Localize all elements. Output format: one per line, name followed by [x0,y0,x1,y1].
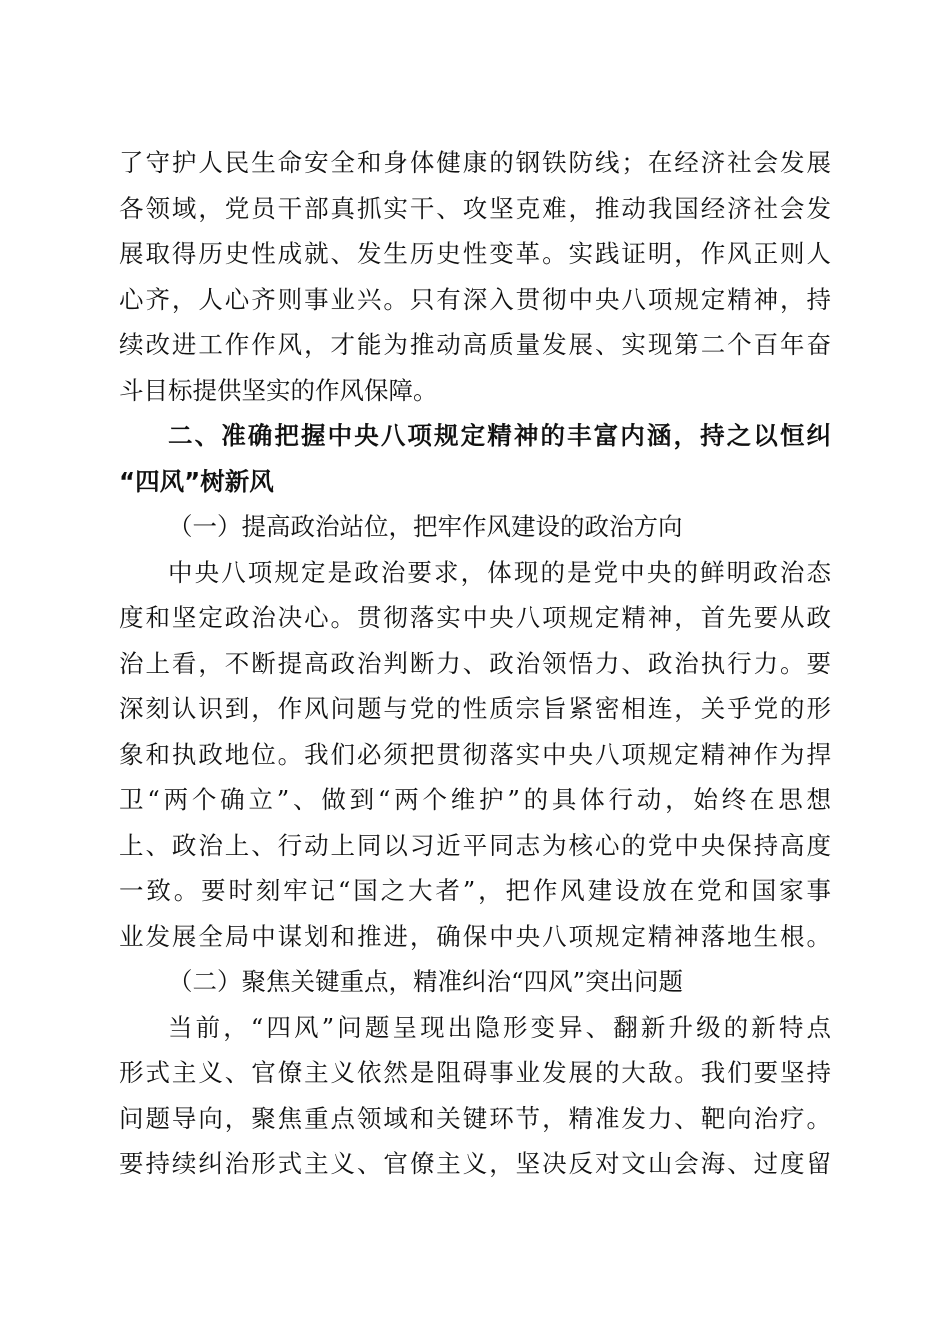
section-heading [119,413,831,504]
text-line: 治上看，不断提高政治判断力、政治领悟力、政治执行力。要 [119,648,831,678]
paragraph-3 [119,1005,831,1187]
text-line: 象和执政地位。我们必须把贯彻落实中央八项规定精神作为捍 [119,739,831,769]
text-line: 上、政治上、行动上同以习近平同志为核心的党中央保持高度 [119,830,831,860]
text-line: 了守护人民生命安全和身体健康的钢铁防线；在经济社会发展 [119,148,831,177]
subsection-title-2: （二）聚焦关键重点，精准纠治“四风”突出问题 [168,967,684,996]
text-line: 当前，“四风”问题呈现出隐形变异、翻新升级的新特点 [168,1012,831,1042]
text-line: 卫“两个确立”、做到“两个维护”的具体行动，始终在思想 [119,785,831,814]
text-line: 斗目标提供坚实的作风保障。 [119,375,438,405]
text-line: 问题导向，聚焦重点领域和关键环节，精准发力、靶向治疗。 [119,1103,831,1133]
text-line: 续改进工作作风，才能为推动高质量发展、实现第二个百年奋 [119,330,831,359]
text-line: 一致。要时刻牢记“国之大者”，把作风建设放在党和国家事 [119,876,831,905]
text-line: 形式主义、官僚主义依然是阻碍事业发展的大敌。我们要坚持 [119,1058,831,1087]
heading-line: “四风”树新风 [119,466,274,496]
text-line: 要持续纠治形式主义、官僚主义，坚决反对文山会海、过度留 [119,1149,831,1178]
text-line: 展取得历史性成就、发生历史性变革。实践证明，作风正则人 [119,239,831,268]
heading-line: 二、准确把握中央八项规定精神的丰富内涵，持之以恒纠 [168,421,831,450]
text-line: 中央八项规定是政治要求，体现的是党中央的鲜明政治态 [168,557,831,587]
text-line: 业发展全局中谋划和推进，确保中央八项规定精神落地生根。 [119,921,831,951]
paragraph-2 [119,550,831,960]
text-line: 心齐，人心齐则事业兴。只有深入贯彻中央八项规定精神，持 [119,284,831,314]
subsection-title-1: （一）提高政治站位，把牢作风建设的政治方向 [168,512,683,541]
text-line: 深刻认识到，作风问题与党的性质宗旨紧密相连，关乎党的形 [119,694,831,723]
paragraph-1 [119,140,831,413]
text-line: 度和坚定政治决心。贯彻落实中央八项规定精神，首先要从政 [119,603,831,632]
text-line: 各领域，党员干部真抓实干、攻坚克难，推动我国经济社会发 [119,193,831,223]
document-page [119,140,831,1187]
